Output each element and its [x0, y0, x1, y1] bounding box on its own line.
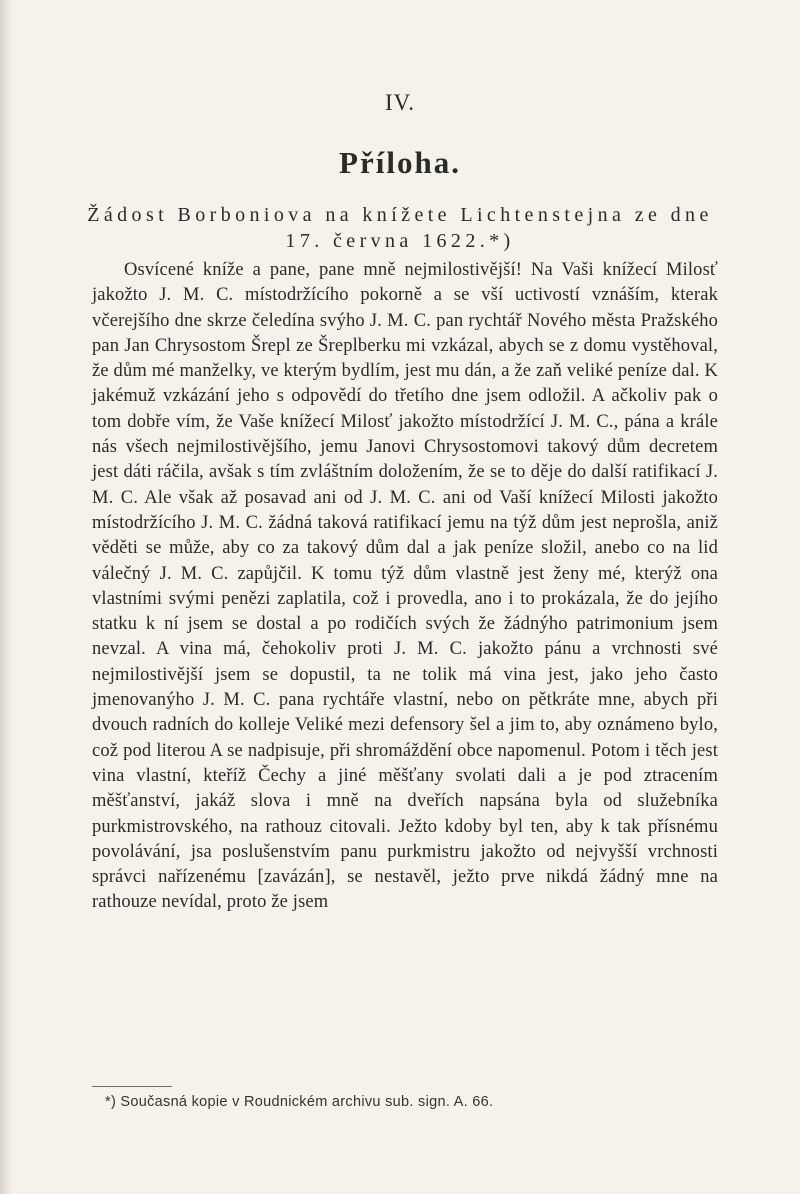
footnote-divider [92, 1086, 172, 1087]
section-number: IV. [384, 90, 416, 115]
document-title-line-1: Žádost Borboniova na knížete Lichtenstejna ze dne [87, 204, 713, 226]
document-title-line-2: 17. června 1622.*) [285, 230, 515, 252]
footnote: *) Současná kopie v Roudnickém archivu sub. sign. A. 66. [105, 1094, 494, 1110]
body-paragraph: Osvícené kníže a pane, pane mně nejmilostivější! Na Vaši knížecí Milosť jakožto J. M. C. místodržícího pokorně a se vší uctivostí vznáším, kterak včerejšího dne skrze čeledína svýho J. M. C. pan rychtář Nového města Pražského pan Jan Chrysostom Šrepl ze Šreplberku mi vzkázal, abych se z domu vystěhoval, že dům mé manželky, ve kterým bydlím, jest mu dán, a že zaň veliké peníze dal. K jakémuž vzkázání jeho s odpovědí do třetího dne jsem odložil. A ačkoliv pak o tom dobře vím, že Vaše knížecí Milosť jakožto místodržící J. M. C., pána a krále nás všech nejmilostivějšího, jemu Janovi Chrysostomovi takový dům decretem jest dáti ráčila, avšak s tím zvláštním doložením, že se to děje do další ratifikací J. M. C. Ale však až posavad ani od J. M. C. ani od Vaší knížecí Milosti jakožto místodržícího J. M. C. žádná taková ratifikací jemu na týž dům jest neprošla, aniž věděti se může, aby co za takový dům dal a jak peníze složil, anebo co na lid válečný J. M. C. zapůjčil. K tomu týž dům vlastně jest ženy mé, kterýž ona vlastními svými penězi zaplatila, což i provedla, ano i to prokázala, že do jejího statku k ní jsem se dostal a po rodičích svých že žádnýho patrimonium jsem nevzal. A vina má, čehokoliv proti J. M. C. jakožto pánu a vrchnosti své nejmilostivější jsem se dopustil, ta ne tolik má vina jest, jako jeho často jmenovanýho J. M. C. pana rychtáře vlastní, nebo on pětkráte mne, abych při dvouch radních do kolleje Veliké mezi defensory šel a jim to, aby oznámeno bylo, což pod literou A se nadpisuje, při shromáždění obce napomenul. Potom i těch jest vina vlastní, kteříž Čechy a jiné měšťany svolati dali a je pod ztracením měšťanství, jakáž slova i mně na dveřích napsána byla od služebníka purkmistrovského, na rathouz citovali. Ježto kdoby byl ten, aby k tak přísnému povolávání, jsa poslušenstvím panu purkmistru jakožto od nejvyšší vrchnosti správci nařízenému [zavázán], se nestavěl, ježto prve nikdá žádný mne na rathouze nevídal, proto že jsem [92, 260, 718, 913]
document-title [80, 202, 720, 254]
section-title: Příloha. [339, 145, 461, 180]
